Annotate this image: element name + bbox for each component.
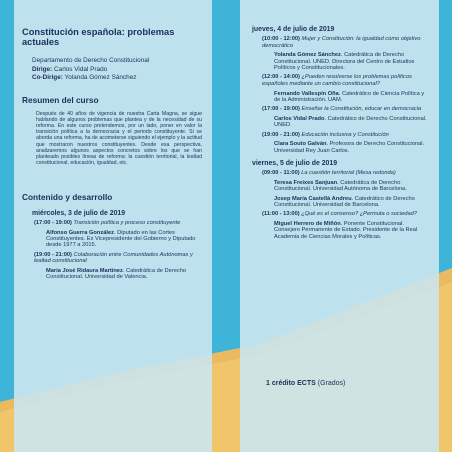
course-meta <box>32 57 202 83</box>
session-slot: (17:00 - 19:00) Transición política y proceso constituyente <box>34 219 181 226</box>
day-heading: jueves, 4 de julio de 2019 <box>252 26 335 33</box>
speaker-entry: Yolanda Gómez Sánchez. Catedrática de Derecho Constitucional. UNED. Directora del Centro de Estudios Políticos y Constitucionales. <box>274 52 415 71</box>
session-slot: (19:00 - 21:00) Educación inclusiva y Constitución <box>262 131 389 138</box>
day3-schedule <box>262 170 431 240</box>
session-slot: (12:00 - 14:00) ¿Pueden resolverse los problemas políticos españoles mediante un cambio constitucional? <box>262 74 412 87</box>
day1-schedule <box>34 220 202 281</box>
speaker-entry: Clara Souto Galván. Profesora de Derecho Constitucional. Universidad Rey Juan Carlos. <box>274 141 425 154</box>
session-slot: (10:00 - 12:00) Mujer y Constitución: la igualdad como objetivo democrático <box>262 36 421 49</box>
day-heading: miércoles, 3 de julio de 2019 <box>32 209 126 217</box>
page-title: Constitución española: problemas actuales <box>22 27 175 47</box>
session-slot: (09:00 - 11:00) La cuestión territorial (Mesa redonda) <box>262 170 396 177</box>
resumen-text: Después de 40 años de vigencia de nuestra Carta Magna, se sigue hablando de algunos problemas que plantea y de la necesidad de su reforma. En este curso pretendemos, por un lado, poner en valor la transición política a la democracia y el periodo constituyente. Si se aborda una reforma, ha de acometerse siguiendo el ejemplo y la actitud que mostraron nuestros constituyentes. Desde esa perspectiva, analizaremos algunos aspectos concretos sobre los que se han planteado posibles líneas de reforma: la cuestión territorial, la lealtad constitucional, educación, igualdad, etc. <box>36 111 202 166</box>
ects-credits: 1 crédito ECTS (Grados) <box>266 380 346 387</box>
resumen-heading: Resumen del curso <box>22 95 99 106</box>
session-slot: (19:00 - 21:00) Colaboración entre Comunidades Autónomas y lealtad constitucional <box>34 251 193 265</box>
contenido-heading: Contenido y desarrollo <box>22 191 113 202</box>
director: Dirige: Carlos Vidal Prado <box>32 65 108 73</box>
session-slot: (11:00 - 13:00) ¿Qué es el consenso? ¿Permuta o sociedad? <box>262 211 417 218</box>
speaker-entry: Josep María Castellà Andreu. Catedrático de Derecho Constitucional. Universidad de Barcelona. <box>274 195 415 209</box>
left-panel <box>14 0 212 452</box>
speaker-entry: Alfonso Guerra González. Diputado en las Cortes Constituyentes. Ex Vicepresidente del Gobierno y Diputado desde 1977 a 2015. <box>46 229 196 249</box>
day2-schedule <box>262 36 431 154</box>
department: Departamento de Derecho Constitucional <box>32 57 150 64</box>
speaker-entry: Fernando Vallespín Oña. Catedrático de Ciencia Política y de la Administración. UAM. <box>274 90 425 103</box>
speaker-entry: María José Ridaura Martínez. Catedrática de Derecho Constitucional. Universidad de Valencia. <box>46 267 187 281</box>
day-heading: viernes, 5 de julio de 2019 <box>252 160 338 168</box>
speaker-entry: Miguel Herrero de Miñón. Ponente Constitucional. Consejero Permanente de Estado. Presidente de la Real Academia de Ciencias Morales y Políticas. <box>274 221 418 240</box>
speaker-entry: Carlos Vidal Prado. Catedrático de Derecho Constitucional. UNED. <box>274 116 427 129</box>
session-slot: (17:00 - 19:00) Enseñar la Constitución, educar en democracia <box>262 106 422 113</box>
codirector: Co-Dirige: Yolanda Gómez Sánchez <box>32 74 137 82</box>
speaker-entry: Teresa Freixes Sanjuan. Catedrática de Derecho Constitucional. Universidad Autónoma de Barcelona. <box>274 179 407 193</box>
